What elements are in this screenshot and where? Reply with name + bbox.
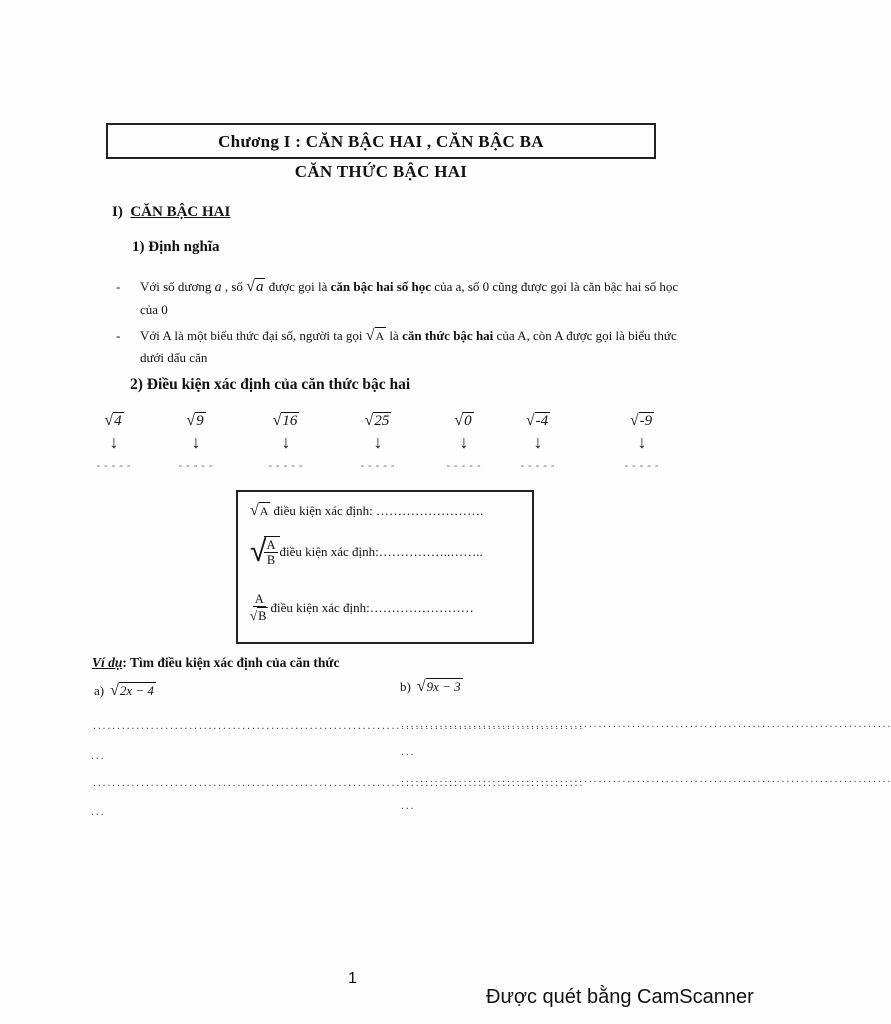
numerator: A	[266, 538, 276, 552]
bold-term: căn bậc hai số học	[330, 279, 432, 294]
radicand: 0	[464, 413, 472, 429]
definition-bullet-2	[116, 325, 696, 369]
chapter-title-box	[106, 123, 656, 159]
scanner-watermark: Được quét bằng CamScanner	[486, 986, 754, 1008]
radical-column: √ 4 ↓ -----	[84, 412, 144, 472]
radicand: -4	[535, 413, 549, 429]
condition-A-over-sqrt-B: A √ B điều kiện xác định:……………………	[250, 592, 474, 623]
example-b: b) √ 9x − 3	[400, 678, 461, 695]
radical-column: √ 9 ↓ -----	[166, 412, 226, 472]
bullet-text	[140, 325, 692, 369]
condition-text: điều kiện xác định:……………………	[270, 600, 474, 615]
answer-dot-line: ......................................................................................................	[400, 720, 891, 729]
down-arrow-icon: ↓	[637, 432, 647, 452]
subsection-conditions: 2) Điều kiện xác định của căn thức bậc hai	[130, 376, 411, 393]
example-prompt: : Tìm điều kiện xác định của căn thức	[122, 655, 340, 670]
radicand: 4	[114, 413, 122, 429]
text-fragment: được gọi là	[268, 279, 328, 294]
example-b-expression: 9x − 3	[426, 679, 461, 694]
radical-column: √ 0 ↓ -----	[434, 412, 494, 472]
subsection-definition: 1) Định nghĩa	[132, 239, 220, 255]
down-arrow-icon: ↓	[191, 432, 201, 452]
radical-column: √ 25 ↓ -----	[348, 412, 408, 472]
condition-box	[236, 490, 534, 644]
answer-blank: -----	[518, 459, 558, 472]
condition-sqrt-A: √ A điều kiện xác định: …………………….	[250, 502, 484, 519]
definition-bullet-1	[116, 276, 696, 320]
example-a: a) √ 2x − 4	[94, 682, 154, 699]
radicand: 16	[282, 413, 298, 429]
denominator: B	[266, 553, 276, 567]
section-1-number: I)	[112, 204, 123, 220]
condition-sqrt-A-over-B: √ $\frac{A}{B}$ điều kiện xác định:……………..……..	[250, 533, 483, 569]
section-1-title: CĂN BẬC HAI	[130, 204, 231, 220]
text-fragment: là	[389, 328, 399, 343]
text-fragment: Với A là một biểu thức đại số, người ta gọi	[140, 328, 363, 343]
section-1-heading	[112, 204, 230, 221]
answer-blank: -----	[444, 459, 484, 472]
bullet-dash: -	[116, 279, 121, 294]
example-b-label: b)	[400, 678, 411, 694]
down-arrow-icon: ↓	[281, 432, 291, 452]
answer-blank: -----	[622, 459, 662, 472]
answer-blank: -----	[176, 459, 216, 472]
chapter-subtitle: CĂN THỨC BẬC HAI	[294, 162, 468, 181]
answer-dot-line: ......................................................................................................	[92, 722, 584, 731]
example-a-expression: 2x − 4	[119, 683, 154, 698]
answer-blank: -----	[94, 459, 134, 472]
example-heading	[92, 655, 340, 671]
bullet-dash: -	[116, 328, 121, 343]
bold-term: căn thức bậc hai	[402, 328, 494, 343]
radicand: 9	[196, 413, 204, 429]
sqrt-A: √ A	[365, 327, 385, 344]
down-arrow-icon: ↓	[109, 432, 119, 452]
text-fragment: của a, số 0 cũng được gọi là căn bậc hai số học của 0	[140, 279, 679, 317]
denominator: B	[258, 609, 267, 623]
chapter-title: Chương I : CĂN BẬC HAI , CĂN BẬC BA	[218, 132, 544, 151]
example-a-label: a)	[94, 682, 105, 698]
answer-blank: -----	[266, 459, 306, 472]
bullet-text	[140, 276, 692, 321]
radicand: 25	[374, 413, 390, 429]
condition-text: điều kiện xác định: …………………….	[273, 502, 484, 518]
answer-dot-line: ......................................................................................................	[92, 779, 584, 788]
radical-column: √ 16 ↓ -----	[256, 412, 316, 472]
radical-column: √ -4 ↓ -----	[508, 412, 568, 472]
numerator: A	[254, 592, 264, 606]
example-label: Ví dụ	[92, 655, 123, 670]
radical-column: √ -9 ↓ -----	[612, 412, 672, 472]
page-number: 1	[348, 970, 357, 987]
answer-dot-line: ......................................................................................................	[400, 775, 891, 784]
answer-dot-short: ...	[90, 808, 105, 817]
down-arrow-icon: ↓	[533, 432, 543, 452]
text-fragment: Với số dương	[140, 279, 212, 294]
sqrt-a: √ a	[246, 278, 264, 295]
condition-text: điều kiện xác định:……………..……..	[279, 543, 483, 559]
answer-dot-short: ...	[400, 748, 415, 757]
answer-dot-short: ...	[90, 752, 105, 761]
down-arrow-icon: ↓	[459, 432, 469, 452]
down-arrow-icon: ↓	[373, 432, 383, 452]
answer-dot-short: ...	[400, 802, 415, 811]
answer-blank: -----	[358, 459, 398, 472]
variable-a: a	[214, 280, 222, 295]
text-fragment: của A, còn A được gọi là biểu thức dưới dấu căn	[140, 328, 677, 365]
radicand: -9	[639, 413, 653, 429]
radicand: A	[259, 504, 269, 518]
text-fragment: , số	[224, 279, 243, 294]
